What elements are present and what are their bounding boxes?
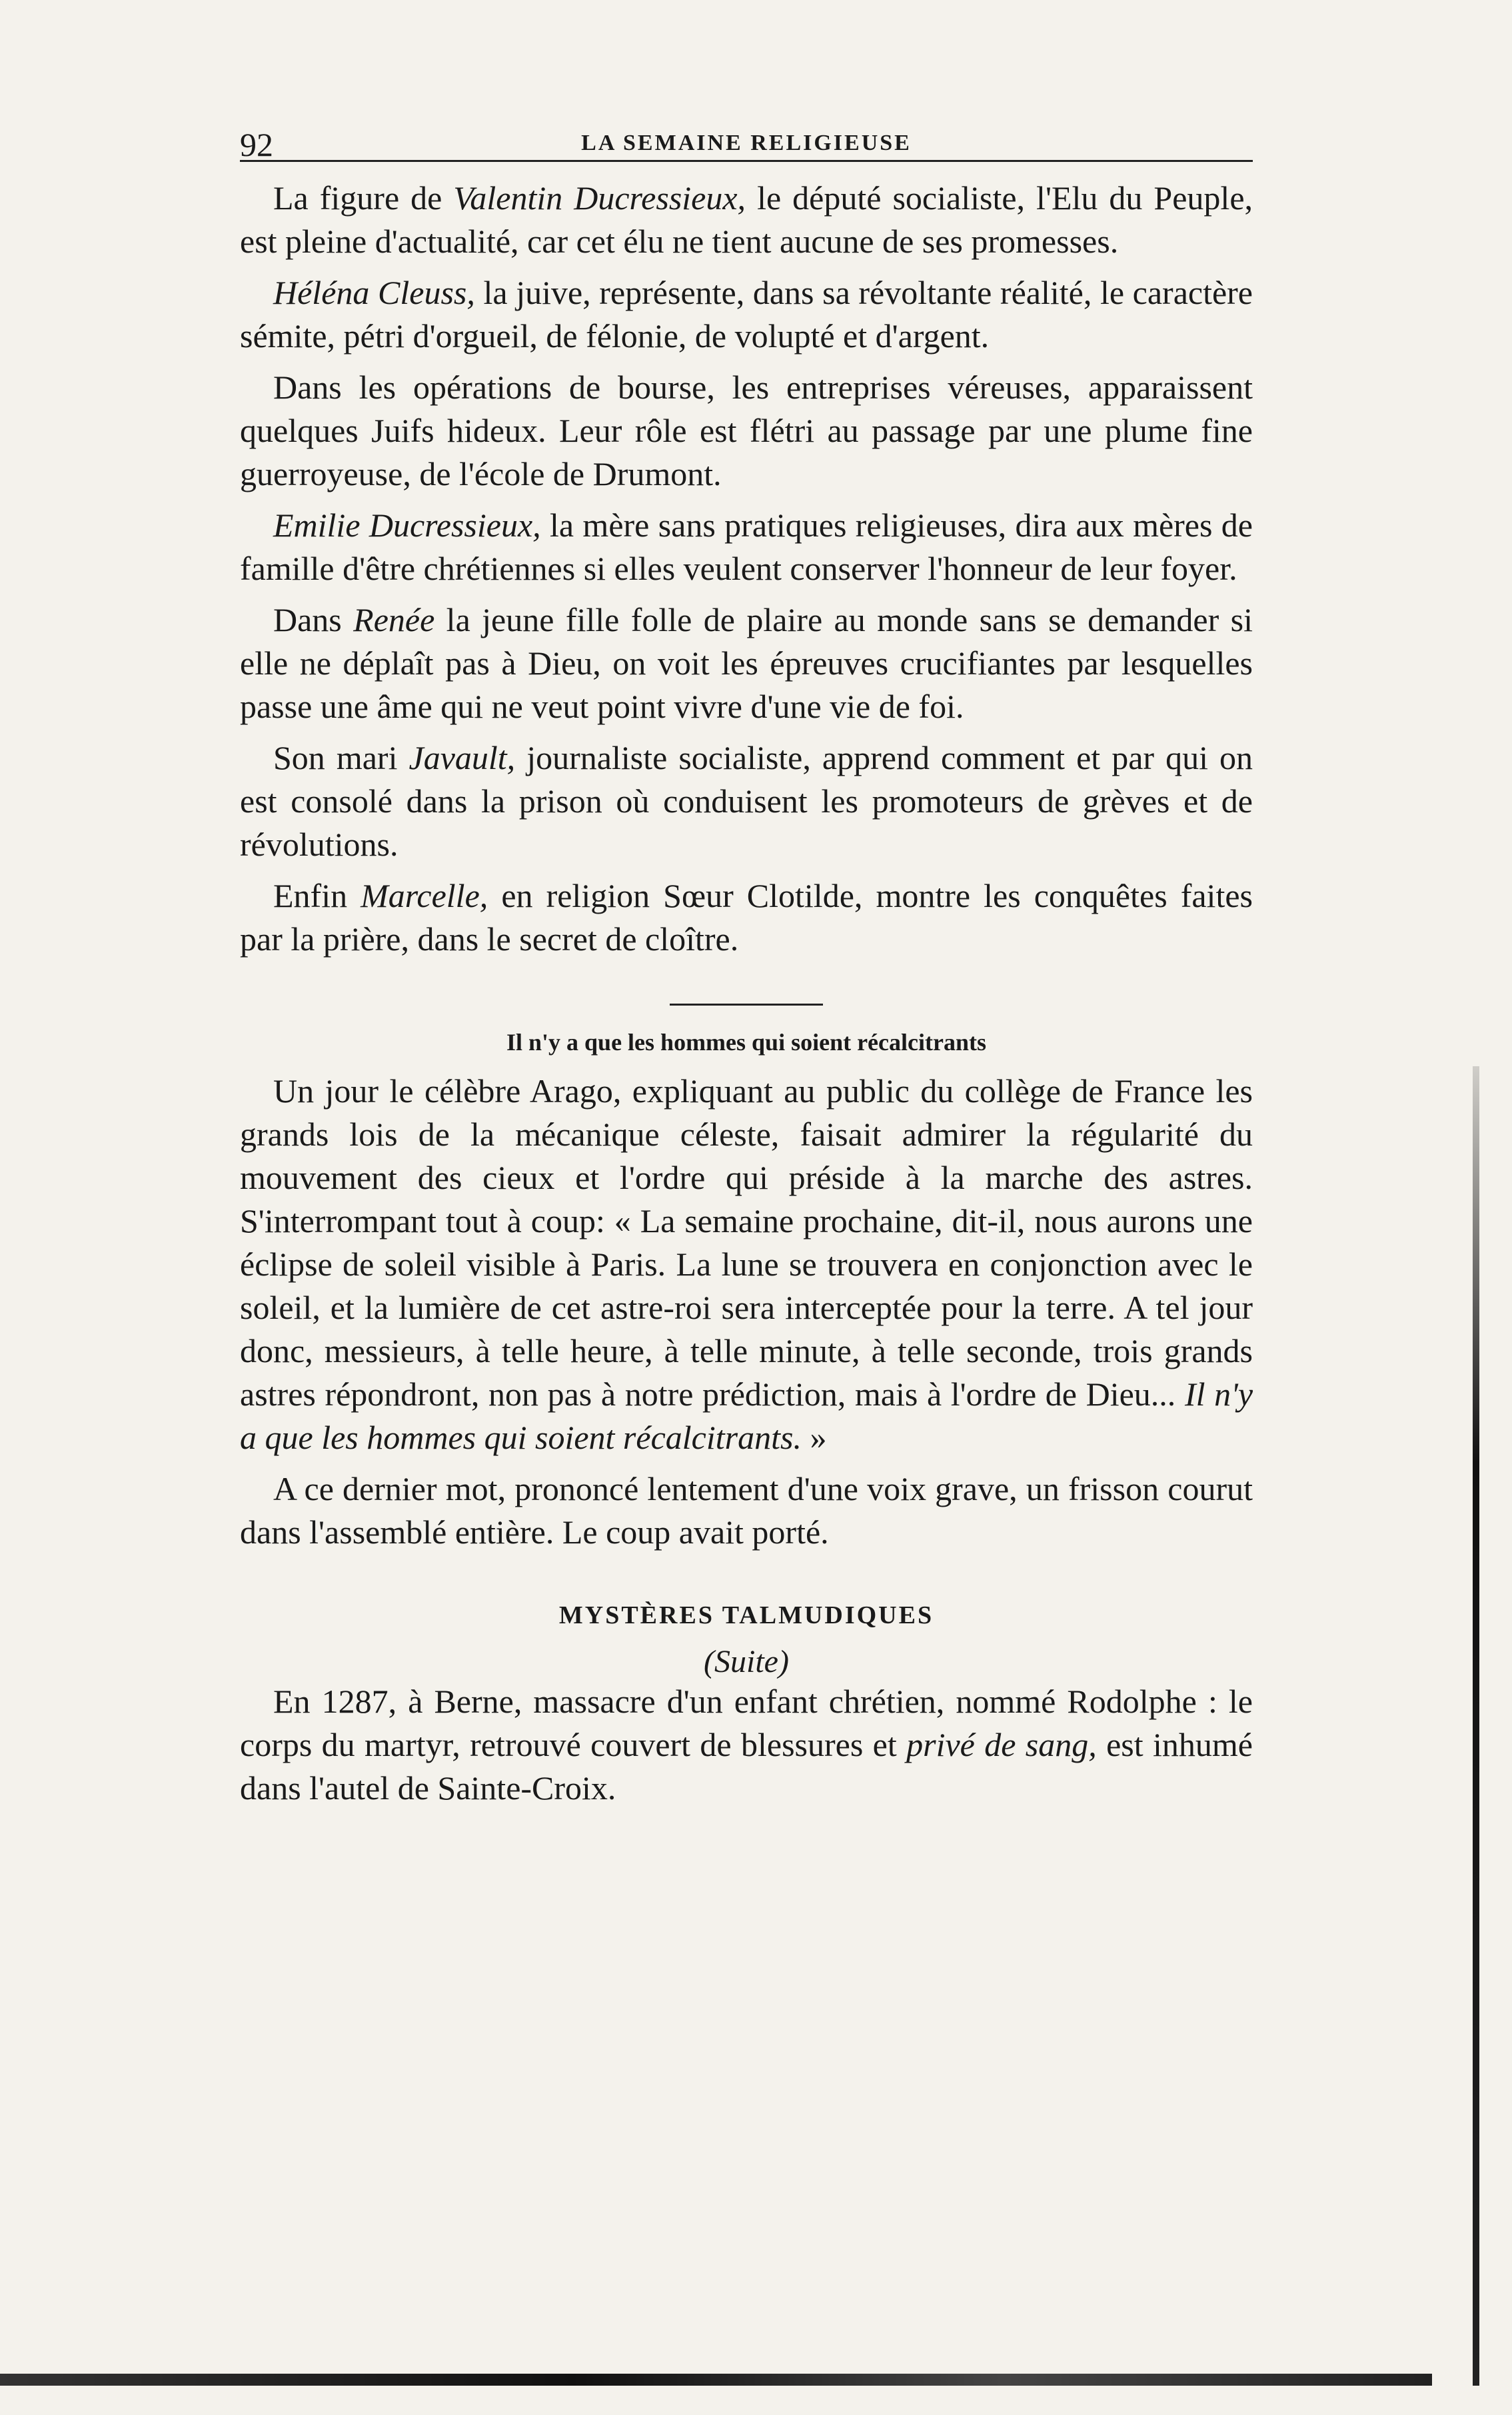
intro-paragraphs: [240, 177, 1253, 961]
paragraph-text: la juive, représente, dans sa révoltante réalité, le caractère sémite, pétri d'orgueil, de félonie, de volupté et d'argent.: [240, 274, 1253, 355]
paragraph: [240, 271, 1253, 358]
paragraph: [240, 1680, 1253, 1810]
paragraph: [240, 874, 1253, 961]
paragraph: [240, 177, 1253, 263]
header-rule: [240, 160, 1253, 162]
italic-phrase: privé de sang,: [906, 1726, 1097, 1763]
paragraph: [240, 1070, 1253, 1459]
character-name: Marcelle,: [361, 877, 488, 914]
paragraph-text: journaliste socialiste, apprend comment et par qui on est consolé dans la prison où conduisent les promoteurs de grèves et de révolutions.: [240, 739, 1253, 863]
paragraph: [240, 366, 1253, 496]
paragraph-text: est inhumé dans l'autel de Sainte-Croix.: [240, 1726, 1253, 1807]
paragraph-text: En 1287, à Berne, massacre d'un enfant chrétien, nommé Rodolphe : le corps du martyr, retrouvé couvert de blessures et: [240, 1683, 1253, 1763]
section-subtitle: (Suite): [704, 1644, 789, 1679]
character-name: Emilie Ducressieux,: [273, 506, 541, 544]
paragraph: [240, 598, 1253, 728]
running-head: [240, 107, 1253, 163]
paragraph-text: Dans: [273, 601, 354, 638]
paragraph-text: en religion Sœur Clotilde, montre les conquêtes faites par la prière, dans le secret de cloître.: [240, 877, 1253, 958]
character-name: Javault,: [408, 739, 516, 776]
paragraph-text: Un jour le célèbre Arago, expliquant au public du collège de France les grands lois de la mécanique céleste, faisait admirer la régularité du mouvement des cieux et l'ordre qui préside à la marche des astres. S'interrompant tout à coup: « La semaine prochaine, dit-il, nous aurons une éclipse de soleil visible à Paris. La lune se trouvera en conjonction avec le soleil, et la lumière de cet astre-roi sera interceptée pour la terre. A tel jour donc, messieurs, à telle heure, à telle minute, à telle seconde, trois grands astres répondront, non pas à notre prédiction, mais à l'ordre de Dieu...: [240, 1072, 1253, 1413]
section-divider: [670, 1004, 823, 1006]
paragraph-text: Dans les opérations de bourse, les entreprises véreuses, apparaissent quelques Juifs hideux. Leur rôle est flétri au passage par une plume fine guerroyeuse, de l'école de Drumont.: [240, 369, 1253, 492]
paragraph-text: Son mari: [273, 739, 409, 776]
paragraph-text: le député socialiste, l'Elu du Peuple, est pleine d'actualité, car cet élu ne tient aucune de ses promesses.: [240, 179, 1253, 260]
page: [240, 107, 1253, 1818]
paragraph: [240, 736, 1253, 866]
section-title: Il n'y a que les hommes qui soient récalcitrants: [506, 1029, 986, 1056]
paragraph-text: Enfin: [273, 877, 361, 914]
paragraph-text: la jeune fille folle de plaire au monde sans se demander si elle ne déplaît pas à Dieu, on voit les épreuves crucifiantes par lesquelles passe une âme qui ne veut point vivre d'une vie de foi.: [240, 601, 1253, 725]
section-title: MYSTÈRES TALMUDIQUES: [558, 1601, 934, 1629]
running-title: LA SEMAINE RELIGIEUSE: [581, 131, 912, 155]
paragraph: A ce dernier mot, prononcé lentement d'une voix grave, un frisson courut dans l'assemblé entière. Le coup avait porté.: [240, 1470, 1253, 1551]
scan-edge: [1473, 1066, 1479, 2386]
italic-quote: Il n'y a que les hommes qui soient récalcitrants.: [240, 1375, 1253, 1456]
scan-edge: [0, 2374, 1432, 2386]
paragraph-text: La figure de: [273, 179, 454, 217]
character-name: Valentin Ducressieux,: [453, 179, 746, 217]
character-name: Renée: [353, 601, 435, 638]
page-number: 92: [240, 126, 273, 163]
paragraph-text: la mère sans pratiques religieuses, dira aux mères de famille d'être chrétiennes si elles veulent conserver l'honneur de leur foyer.: [240, 506, 1253, 587]
paragraph: [240, 504, 1253, 590]
quote-close: »: [801, 1419, 827, 1456]
character-name: Héléna Cleuss,: [273, 274, 475, 311]
